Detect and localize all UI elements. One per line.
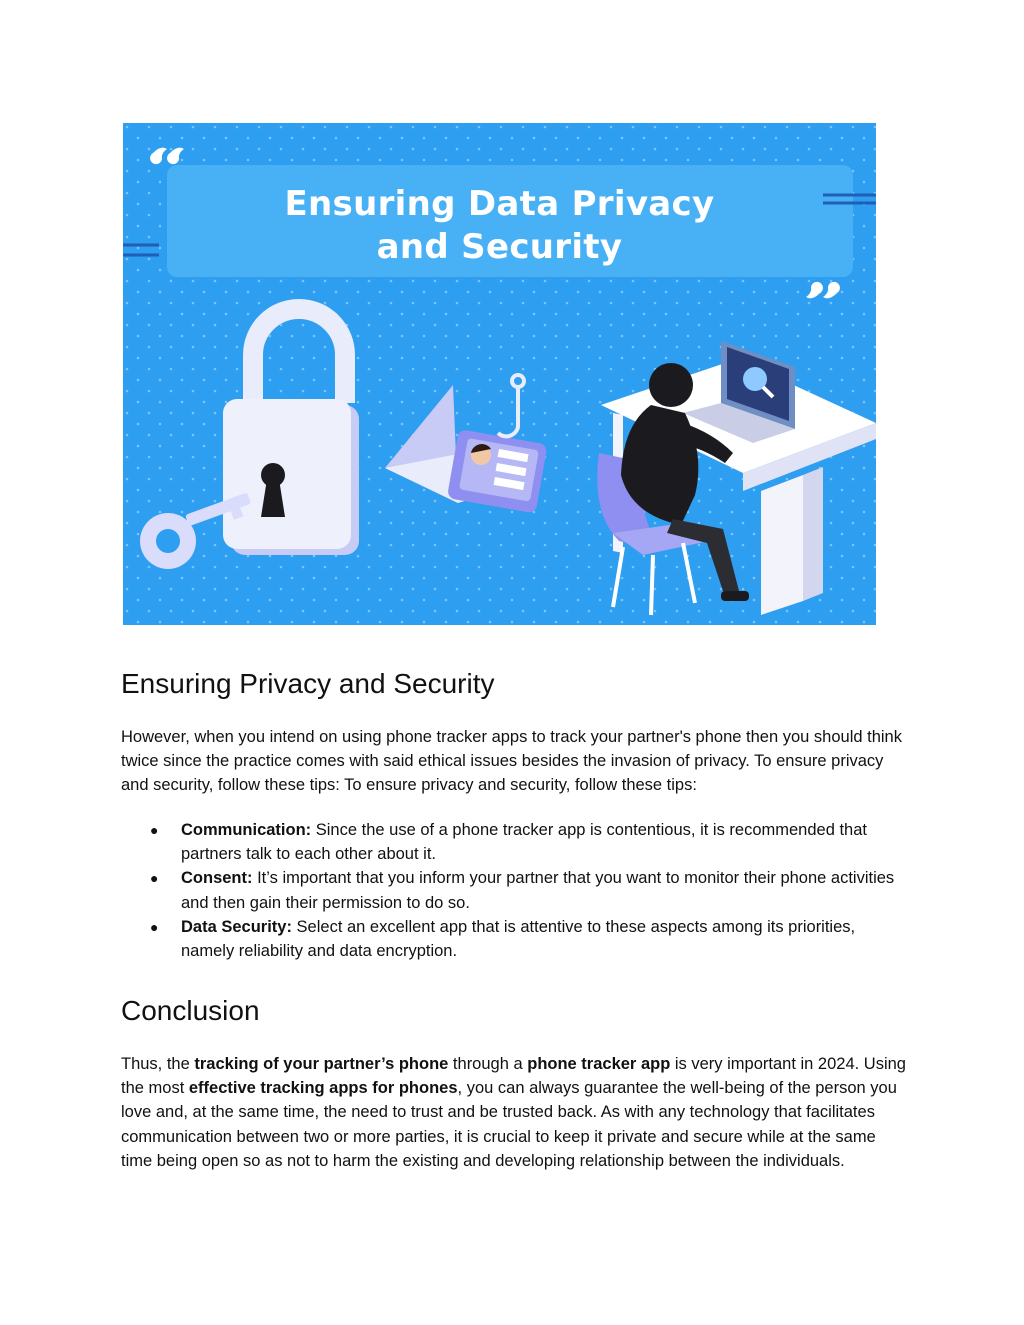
- tip-text: It’s important that you inform your partner that you want to monitor their phone activities and then gain their permission to do so.: [181, 869, 895, 912]
- tip-label: Communication:: [181, 821, 312, 839]
- heading-conclusion: Conclusion: [121, 995, 260, 1026]
- text-run: , you can always guarantee the well-being of the person you love and, at the same time, the need to trust and be trusted back. As with any technology that facilitates communication between two or more parties, it is crucial to keep it private and secure while at the same time being open so as not to harm the existing and developing relationship between the individuals.: [121, 1079, 897, 1170]
- list-item: [121, 915, 911, 963]
- tip-text: Select an excellent app that is attentive to these aspects among its priorities, namely reliability and data encryption.: [181, 917, 856, 961]
- text-run: Thus, the: [121, 1055, 195, 1073]
- conclusion-paragraph: [121, 1052, 911, 1173]
- text-run: through a: [448, 1055, 528, 1073]
- tip-label: Data Security:: [181, 917, 292, 936]
- hero-illustration: [123, 123, 876, 625]
- heading-ensuring-privacy: Ensuring Privacy and Security: [121, 668, 495, 699]
- bold-phrase: tracking of your partner’s phone: [194, 1055, 449, 1073]
- bullet-icon: ●: [150, 870, 159, 887]
- bold-phrase: effective tracking apps for phones: [188, 1079, 458, 1098]
- bold-phrase: phone tracker app: [527, 1055, 671, 1073]
- bullet-icon: ●: [150, 822, 159, 838]
- tips-list: [121, 818, 911, 963]
- list-item: [121, 866, 911, 914]
- tip-text: Since the use of a phone tracker app is contentious, it is recommended that partners talk to each other about it.: [181, 821, 867, 864]
- privacy-paragraph: However, when you intend on using phone tracker apps to track your partner's phone then you should think twice since the practice comes with said ethical issues besides the invasion of privacy. To ensure privacy and security, follow these tips: To ensure privacy and security, follow these tips:: [121, 728, 902, 795]
- hero-title-line1: Ensuring Data Privacy: [284, 184, 715, 224]
- list-item: [121, 818, 911, 866]
- text-run: is very important in 2024. Using the most: [121, 1055, 906, 1098]
- bullet-icon: ●: [150, 918, 159, 935]
- tip-label: Consent:: [181, 869, 253, 888]
- hero-title-line2: and Security: [376, 227, 623, 267]
